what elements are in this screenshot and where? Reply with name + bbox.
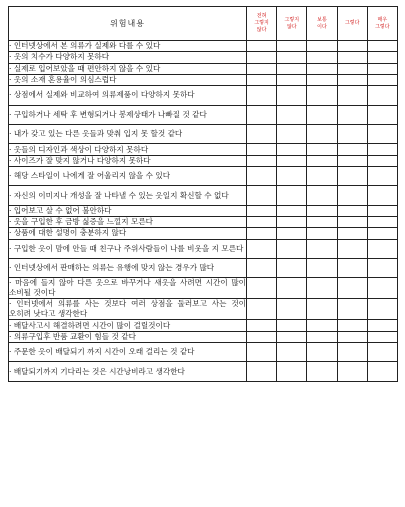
answer-cell-disagree[interactable]: [277, 331, 307, 342]
answer-cell-agree[interactable]: [337, 124, 367, 143]
answer-cell-strongly-agree[interactable]: [367, 331, 397, 342]
table-row: [9, 331, 398, 342]
answer-cell-strongly-agree[interactable]: [367, 362, 397, 381]
answer-cell-disagree[interactable]: [277, 155, 307, 166]
answer-cell-agree[interactable]: [337, 63, 367, 74]
risk-item-text: · 주문한 옷이 배달되기 까지 시간이 오래 걸리는 것 같다: [9, 343, 247, 362]
answer-cell-disagree[interactable]: [277, 320, 307, 331]
answer-cell-agree[interactable]: [337, 86, 367, 105]
answer-cell-strongly-agree[interactable]: [367, 63, 397, 74]
answer-cell-strongly-agree[interactable]: [367, 278, 397, 299]
table-row: [9, 259, 398, 278]
answer-cell-neutral[interactable]: [307, 63, 337, 74]
answer-cell-neutral[interactable]: [307, 166, 337, 185]
header-option-strongly-agree: 매우 그렇다: [367, 7, 397, 41]
answer-cell-strongly-agree[interactable]: [367, 124, 397, 143]
risk-item-text: · 상품에 대한 설명이 충분하지 않다: [9, 228, 247, 239]
risk-item-text: · 실제로 입어보았을 때 편안하지 않을 수 있다: [9, 63, 247, 74]
risk-item-text: · 옷의 소재 혼용율이 의심스럽다: [9, 74, 247, 85]
answer-cell-strongly-agree[interactable]: [367, 144, 397, 155]
answer-cell-agree[interactable]: [337, 331, 367, 342]
risk-item-text: · 해당 스타일이 나에게 잘 어울리지 않을 수 있다: [9, 166, 247, 185]
answer-cell-agree[interactable]: [337, 239, 367, 258]
answer-cell-disagree[interactable]: [277, 343, 307, 362]
header-row: [9, 7, 398, 41]
table-row: [9, 186, 398, 205]
answer-cell-strongly-agree[interactable]: [367, 74, 397, 85]
risk-item-text: · 배달되기까지 기다리는 것은 시간낭비라고 생각한다: [9, 362, 247, 381]
answer-cell-agree[interactable]: [337, 299, 367, 320]
answer-cell-neutral[interactable]: [307, 259, 337, 278]
answer-cell-neutral[interactable]: [307, 320, 337, 331]
answer-cell-neutral[interactable]: [307, 41, 337, 52]
answer-cell-strongly-disagree[interactable]: [247, 259, 277, 278]
answer-cell-neutral[interactable]: [307, 144, 337, 155]
table-row: [9, 41, 398, 52]
answer-cell-strongly-disagree[interactable]: [247, 239, 277, 258]
answer-cell-disagree[interactable]: [277, 52, 307, 63]
answer-cell-strongly-disagree[interactable]: [247, 166, 277, 185]
answer-cell-neutral[interactable]: [307, 331, 337, 342]
table-row: [9, 86, 398, 105]
table-row: [9, 155, 398, 166]
answer-cell-agree[interactable]: [337, 74, 367, 85]
header-option-strongly-disagree: 전혀 그렇지 않다: [247, 7, 277, 41]
table-row: [9, 63, 398, 74]
answer-cell-strongly-disagree[interactable]: [247, 105, 277, 124]
answer-cell-disagree[interactable]: [277, 144, 307, 155]
table-row: [9, 105, 398, 124]
answer-cell-neutral[interactable]: [307, 228, 337, 239]
answer-cell-strongly-disagree[interactable]: [247, 74, 277, 85]
answer-cell-agree[interactable]: [337, 155, 367, 166]
answer-cell-strongly-agree[interactable]: [367, 299, 397, 320]
answer-cell-neutral[interactable]: [307, 186, 337, 205]
table-row: [9, 343, 398, 362]
answer-cell-disagree[interactable]: [277, 259, 307, 278]
answer-cell-strongly-disagree[interactable]: [247, 41, 277, 52]
answer-cell-strongly-agree[interactable]: [367, 320, 397, 331]
answer-cell-neutral[interactable]: [307, 343, 337, 362]
answer-cell-strongly-disagree[interactable]: [247, 228, 277, 239]
table-row: [9, 144, 398, 155]
answer-cell-neutral[interactable]: [307, 86, 337, 105]
answer-cell-neutral[interactable]: [307, 124, 337, 143]
answer-cell-agree[interactable]: [337, 41, 367, 52]
table-row: [9, 166, 398, 185]
answer-cell-neutral[interactable]: [307, 217, 337, 228]
risk-item-text: · 의류구입후 반품 교환이 힘들 것 같다: [9, 331, 247, 342]
risk-survey-table: [8, 6, 398, 382]
risk-item-text: · 옷을 구입한 후 금방 싫증을 느낄지 모른다: [9, 217, 247, 228]
risk-item-text: · 내가 갖고 있는 다른 옷들과 맞춰 입지 못 할것 같다: [9, 124, 247, 143]
answer-cell-strongly-agree[interactable]: [367, 86, 397, 105]
answer-cell-strongly-disagree[interactable]: [247, 52, 277, 63]
answer-cell-neutral[interactable]: [307, 74, 337, 85]
answer-cell-agree[interactable]: [337, 186, 367, 205]
risk-item-text: · 자신의 이미지나 개성을 잘 나타낼 수 있는 옷일지 확신할 수 없다: [9, 186, 247, 205]
answer-cell-neutral[interactable]: [307, 105, 337, 124]
answer-cell-agree[interactable]: [337, 205, 367, 216]
answer-cell-disagree[interactable]: [277, 41, 307, 52]
risk-item-text: · 구입한 옷이 맘에 안들 때 친구나 주위사람들이 나를 비웃을 지 모른다: [9, 239, 247, 258]
answer-cell-neutral[interactable]: [307, 239, 337, 258]
table-row: [9, 228, 398, 239]
table-row: [9, 299, 398, 320]
answer-cell-strongly-disagree[interactable]: [247, 343, 277, 362]
table-row: [9, 74, 398, 85]
answer-cell-neutral[interactable]: [307, 155, 337, 166]
survey-items: [9, 41, 398, 382]
risk-item-text: · 상점에서 실제와 비교하여 의류제품이 다양하지 못하다: [9, 86, 247, 105]
answer-cell-strongly-disagree[interactable]: [247, 124, 277, 143]
answer-cell-disagree[interactable]: [277, 228, 307, 239]
risk-item-text: · 구입하거나 세탁 후 변형되거나 봉제상태가 나빠질 것 같다: [9, 105, 247, 124]
answer-cell-disagree[interactable]: [277, 299, 307, 320]
answer-cell-agree[interactable]: [337, 320, 367, 331]
answer-cell-agree[interactable]: [337, 343, 367, 362]
answer-cell-disagree[interactable]: [277, 86, 307, 105]
answer-cell-strongly-agree[interactable]: [367, 239, 397, 258]
header-option-neutral: 보통 이다: [307, 7, 337, 41]
risk-item-text: · 옷의 치수가 다양하지 못하다: [9, 52, 247, 63]
answer-cell-agree[interactable]: [337, 228, 367, 239]
answer-cell-neutral[interactable]: [307, 52, 337, 63]
answer-cell-strongly-disagree[interactable]: [247, 155, 277, 166]
answer-cell-strongly-disagree[interactable]: [247, 63, 277, 74]
answer-cell-strongly-disagree[interactable]: [247, 144, 277, 155]
answer-cell-agree[interactable]: [337, 259, 367, 278]
risk-item-text: · 인터넷에서 의류를 사는 것보다 여러 상점을 둘러보고 사는 것이 오히려 낫다고 생각한다: [9, 299, 246, 319]
answer-cell-disagree[interactable]: [277, 278, 307, 299]
table-row: [9, 124, 398, 143]
answer-cell-strongly-agree[interactable]: [367, 105, 397, 124]
answer-cell-strongly-disagree[interactable]: [247, 331, 277, 342]
answer-cell-agree[interactable]: [337, 362, 367, 381]
answer-cell-strongly-agree[interactable]: [367, 155, 397, 166]
answer-cell-agree[interactable]: [337, 166, 367, 185]
answer-cell-disagree[interactable]: [277, 186, 307, 205]
risk-item-text: · 옷들의 디자인과 색상이 다양하지 못하다: [9, 144, 247, 155]
table-row: [9, 362, 398, 381]
answer-cell-strongly-agree[interactable]: [367, 186, 397, 205]
answer-cell-agree[interactable]: [337, 217, 367, 228]
risk-item-text: · 사이즈가 잘 맞지 않거나 다양하지 못하다: [9, 155, 247, 166]
answer-cell-strongly-agree[interactable]: [367, 343, 397, 362]
answer-cell-disagree[interactable]: [277, 166, 307, 185]
answer-cell-disagree[interactable]: [277, 205, 307, 216]
answer-cell-strongly-agree[interactable]: [367, 205, 397, 216]
answer-cell-neutral[interactable]: [307, 362, 337, 381]
answer-cell-disagree[interactable]: [277, 217, 307, 228]
risk-item-text: · 입어보고 살 수 없어 불안하다: [9, 205, 247, 216]
answer-cell-strongly-disagree[interactable]: [247, 217, 277, 228]
table-row: [9, 205, 398, 216]
answer-cell-disagree[interactable]: [277, 74, 307, 85]
table-row: [9, 320, 398, 331]
answer-cell-strongly-agree[interactable]: [367, 166, 397, 185]
answer-cell-disagree[interactable]: [277, 124, 307, 143]
answer-cell-disagree[interactable]: [277, 63, 307, 74]
answer-cell-strongly-disagree[interactable]: [247, 205, 277, 216]
table-row: [9, 278, 398, 299]
answer-cell-agree[interactable]: [337, 278, 367, 299]
table-row: [9, 239, 398, 258]
answer-cell-strongly-disagree[interactable]: [247, 320, 277, 331]
table-row: [9, 217, 398, 228]
risk-item-text: · 배달사고시 해결하려면 시간이 많이 걸릴것이다: [9, 320, 247, 331]
table-row: [9, 52, 398, 63]
header-risk-content: 위험내용: [9, 7, 247, 41]
risk-item-text: · 인터넷상에서 본 의류가 실제와 다를 수 있다: [9, 41, 247, 52]
answer-cell-neutral[interactable]: [307, 299, 337, 320]
answer-cell-agree[interactable]: [337, 105, 367, 124]
header-option-agree: 그렇다: [337, 7, 367, 41]
answer-cell-strongly-agree[interactable]: [367, 217, 397, 228]
answer-cell-strongly-disagree[interactable]: [247, 186, 277, 205]
answer-cell-agree[interactable]: [337, 52, 367, 63]
risk-item-text: · 마음에 들지 않아 다른 옷으로 바꾸거나 새옷을 사려면 시간이 많이 소비될 것이다: [9, 278, 246, 298]
answer-cell-strongly-agree[interactable]: [367, 52, 397, 63]
answer-cell-strongly-disagree[interactable]: [247, 362, 277, 381]
answer-cell-strongly-agree[interactable]: [367, 41, 397, 52]
answer-cell-agree[interactable]: [337, 144, 367, 155]
answer-cell-neutral[interactable]: [307, 205, 337, 216]
risk-item-text: · 인터넷상에서 판매하는 의류는 유행에 맞지 않는 경우가 많다: [9, 259, 247, 278]
answer-cell-disagree[interactable]: [277, 239, 307, 258]
answer-cell-disagree[interactable]: [277, 105, 307, 124]
answer-cell-strongly-agree[interactable]: [367, 259, 397, 278]
answer-cell-strongly-disagree[interactable]: [247, 299, 277, 320]
answer-cell-disagree[interactable]: [277, 362, 307, 381]
answer-cell-strongly-disagree[interactable]: [247, 86, 277, 105]
answer-cell-strongly-agree[interactable]: [367, 228, 397, 239]
header-option-disagree: 그렇지 않다: [277, 7, 307, 41]
answer-cell-neutral[interactable]: [307, 278, 337, 299]
answer-cell-strongly-disagree[interactable]: [247, 278, 277, 299]
